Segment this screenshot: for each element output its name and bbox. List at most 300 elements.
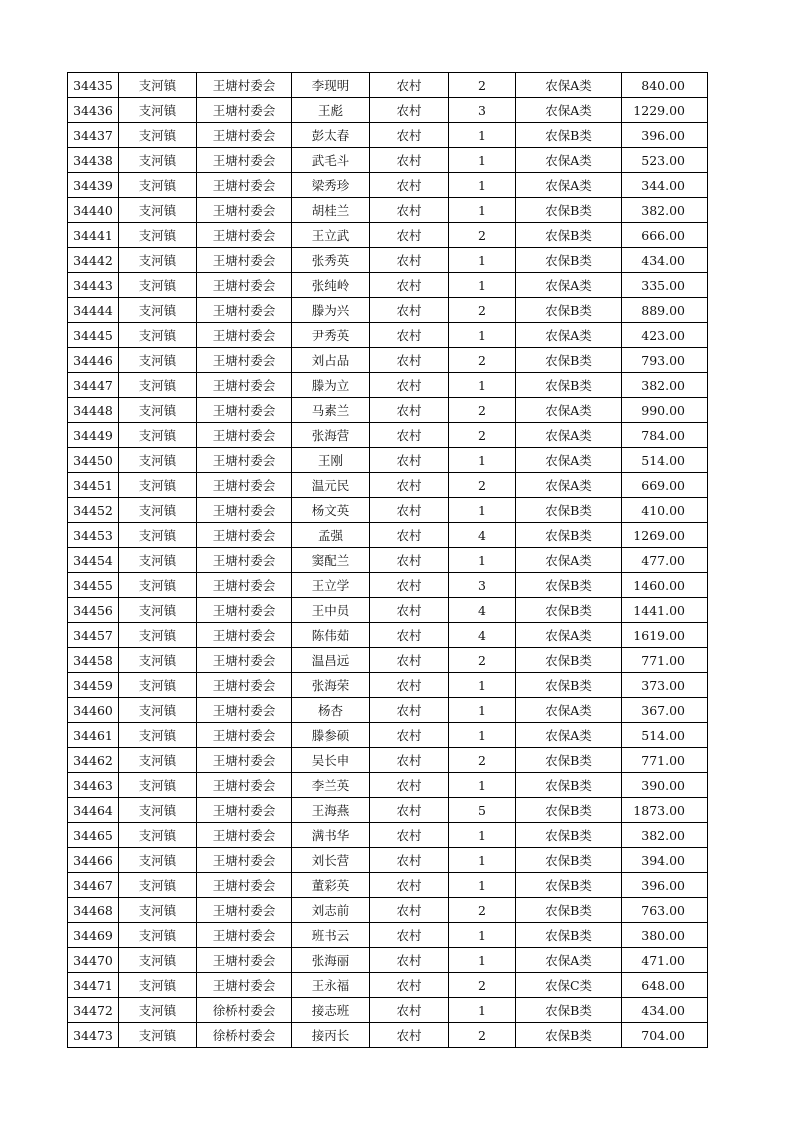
name-cell: 李兰英 [292, 773, 370, 798]
household-count-cell: 1 [449, 823, 516, 848]
area-type-cell: 农村 [370, 873, 449, 898]
town-cell: 支河镇 [119, 348, 197, 373]
amount-cell: 477.00 [622, 548, 708, 573]
household-count-cell: 4 [449, 623, 516, 648]
area-type-cell: 农村 [370, 648, 449, 673]
town-cell: 支河镇 [119, 898, 197, 923]
household-count-cell: 2 [449, 898, 516, 923]
record-id-cell: 34450 [68, 448, 119, 473]
town-cell: 支河镇 [119, 998, 197, 1023]
village-committee-cell: 王塘村委会 [197, 498, 292, 523]
village-committee-cell: 王塘村委会 [197, 623, 292, 648]
area-type-cell: 农村 [370, 348, 449, 373]
amount-cell: 423.00 [622, 323, 708, 348]
town-cell: 支河镇 [119, 73, 197, 98]
village-committee-cell: 王塘村委会 [197, 973, 292, 998]
insurance-category-cell: 农保B类 [516, 773, 622, 798]
record-id-cell: 34472 [68, 998, 119, 1023]
name-cell: 吴长申 [292, 748, 370, 773]
household-count-cell: 1 [449, 123, 516, 148]
area-type-cell: 农村 [370, 448, 449, 473]
village-committee-cell: 王塘村委会 [197, 423, 292, 448]
amount-cell: 514.00 [622, 448, 708, 473]
amount-cell: 434.00 [622, 998, 708, 1023]
town-cell: 支河镇 [119, 448, 197, 473]
insurance-category-cell: 农保A类 [516, 98, 622, 123]
area-type-cell: 农村 [370, 923, 449, 948]
village-committee-cell: 王塘村委会 [197, 73, 292, 98]
town-cell: 支河镇 [119, 873, 197, 898]
amount-cell: 771.00 [622, 648, 708, 673]
household-count-cell: 1 [449, 698, 516, 723]
area-type-cell: 农村 [370, 173, 449, 198]
record-id-cell: 34441 [68, 223, 119, 248]
table-row [68, 873, 708, 898]
area-type-cell: 农村 [370, 973, 449, 998]
village-committee-cell: 王塘村委会 [197, 773, 292, 798]
household-count-cell: 1 [449, 723, 516, 748]
household-count-cell: 1 [449, 773, 516, 798]
town-cell: 支河镇 [119, 273, 197, 298]
village-committee-cell: 王塘村委会 [197, 523, 292, 548]
table-row [68, 673, 708, 698]
household-count-cell: 4 [449, 598, 516, 623]
town-cell: 支河镇 [119, 473, 197, 498]
record-id-cell: 34451 [68, 473, 119, 498]
town-cell: 支河镇 [119, 373, 197, 398]
record-id-cell: 34458 [68, 648, 119, 673]
record-id-cell: 34471 [68, 973, 119, 998]
town-cell: 支河镇 [119, 398, 197, 423]
village-committee-cell: 徐桥村委会 [197, 1023, 292, 1048]
area-type-cell: 农村 [370, 698, 449, 723]
insurance-category-cell: 农保C类 [516, 973, 622, 998]
name-cell: 温昌远 [292, 648, 370, 673]
record-id-cell: 34438 [68, 148, 119, 173]
village-committee-cell: 王塘村委会 [197, 273, 292, 298]
insurance-category-cell: 农保B类 [516, 998, 622, 1023]
area-type-cell: 农村 [370, 798, 449, 823]
household-count-cell: 1 [449, 498, 516, 523]
village-committee-cell: 王塘村委会 [197, 923, 292, 948]
area-type-cell: 农村 [370, 848, 449, 873]
household-count-cell: 1 [449, 998, 516, 1023]
town-cell: 支河镇 [119, 223, 197, 248]
record-id-cell: 34452 [68, 498, 119, 523]
village-committee-cell: 王塘村委会 [197, 198, 292, 223]
insurance-category-cell: 农保A类 [516, 448, 622, 473]
area-type-cell: 农村 [370, 748, 449, 773]
name-cell: 孟强 [292, 523, 370, 548]
amount-cell: 704.00 [622, 1023, 708, 1048]
table-body [68, 73, 708, 1048]
amount-cell: 380.00 [622, 923, 708, 948]
record-id-cell: 34447 [68, 373, 119, 398]
name-cell: 刘长营 [292, 848, 370, 873]
table-row [68, 948, 708, 973]
insurance-category-cell: 农保B类 [516, 798, 622, 823]
town-cell: 支河镇 [119, 173, 197, 198]
town-cell: 支河镇 [119, 423, 197, 448]
area-type-cell: 农村 [370, 823, 449, 848]
amount-cell: 396.00 [622, 873, 708, 898]
insurance-category-cell: 农保A类 [516, 273, 622, 298]
household-count-cell: 2 [449, 223, 516, 248]
town-cell: 支河镇 [119, 623, 197, 648]
amount-cell: 669.00 [622, 473, 708, 498]
village-committee-cell: 王塘村委会 [197, 698, 292, 723]
record-id-cell: 34469 [68, 923, 119, 948]
town-cell: 支河镇 [119, 948, 197, 973]
town-cell: 支河镇 [119, 923, 197, 948]
amount-cell: 763.00 [622, 898, 708, 923]
amount-cell: 335.00 [622, 273, 708, 298]
household-count-cell: 1 [449, 173, 516, 198]
insurance-category-cell: 农保B类 [516, 848, 622, 873]
insurance-category-cell: 农保A类 [516, 473, 622, 498]
amount-cell: 840.00 [622, 73, 708, 98]
village-committee-cell: 王塘村委会 [197, 823, 292, 848]
insurance-category-cell: 农保B类 [516, 298, 622, 323]
table-row [68, 348, 708, 373]
amount-cell: 1229.00 [622, 98, 708, 123]
amount-cell: 367.00 [622, 698, 708, 723]
record-id-cell: 34444 [68, 298, 119, 323]
amount-cell: 771.00 [622, 748, 708, 773]
name-cell: 王立学 [292, 573, 370, 598]
insurance-category-cell: 农保B类 [516, 873, 622, 898]
town-cell: 支河镇 [119, 598, 197, 623]
table-row [68, 748, 708, 773]
table-row [68, 448, 708, 473]
insurance-category-cell: 农保A类 [516, 323, 622, 348]
amount-cell: 382.00 [622, 823, 708, 848]
record-id-cell: 34445 [68, 323, 119, 348]
table-row [68, 848, 708, 873]
area-type-cell: 农村 [370, 598, 449, 623]
name-cell: 滕为立 [292, 373, 370, 398]
household-count-cell: 1 [449, 923, 516, 948]
record-id-cell: 34437 [68, 123, 119, 148]
record-id-cell: 34465 [68, 823, 119, 848]
household-count-cell: 1 [449, 248, 516, 273]
table-row [68, 198, 708, 223]
amount-cell: 1441.00 [622, 598, 708, 623]
name-cell: 接志班 [292, 998, 370, 1023]
household-count-cell: 2 [449, 398, 516, 423]
village-committee-cell: 王塘村委会 [197, 173, 292, 198]
name-cell: 尹秀英 [292, 323, 370, 348]
table-row [68, 623, 708, 648]
town-cell: 支河镇 [119, 1023, 197, 1048]
village-committee-cell: 徐桥村委会 [197, 998, 292, 1023]
household-count-cell: 2 [449, 648, 516, 673]
record-id-cell: 34457 [68, 623, 119, 648]
record-id-cell: 34443 [68, 273, 119, 298]
name-cell: 滕参硕 [292, 723, 370, 748]
town-cell: 支河镇 [119, 198, 197, 223]
household-count-cell: 2 [449, 473, 516, 498]
household-count-cell: 2 [449, 348, 516, 373]
insurance-category-cell: 农保A类 [516, 548, 622, 573]
household-count-cell: 1 [449, 673, 516, 698]
insurance-category-cell: 农保B类 [516, 348, 622, 373]
name-cell: 董彩英 [292, 873, 370, 898]
table-row [68, 323, 708, 348]
household-count-cell: 2 [449, 423, 516, 448]
table-row [68, 498, 708, 523]
village-committee-cell: 王塘村委会 [197, 848, 292, 873]
town-cell: 支河镇 [119, 748, 197, 773]
table-row [68, 648, 708, 673]
table-row [68, 698, 708, 723]
table-row [68, 723, 708, 748]
name-cell: 胡桂兰 [292, 198, 370, 223]
area-type-cell: 农村 [370, 248, 449, 273]
insurance-category-cell: 农保B类 [516, 748, 622, 773]
name-cell: 王刚 [292, 448, 370, 473]
insurance-category-cell: 农保B类 [516, 523, 622, 548]
insurance-category-cell: 农保B类 [516, 898, 622, 923]
household-count-cell: 1 [449, 373, 516, 398]
record-id-cell: 34461 [68, 723, 119, 748]
insurance-category-cell: 农保B类 [516, 373, 622, 398]
insurance-category-cell: 农保B类 [516, 1023, 622, 1048]
insurance-category-cell: 农保B类 [516, 223, 622, 248]
table-row [68, 548, 708, 573]
area-type-cell: 农村 [370, 423, 449, 448]
name-cell: 刘占品 [292, 348, 370, 373]
amount-cell: 793.00 [622, 348, 708, 373]
name-cell: 满书华 [292, 823, 370, 848]
village-committee-cell: 王塘村委会 [197, 298, 292, 323]
town-cell: 支河镇 [119, 498, 197, 523]
table-row [68, 148, 708, 173]
village-committee-cell: 王塘村委会 [197, 248, 292, 273]
village-committee-cell: 王塘村委会 [197, 748, 292, 773]
household-count-cell: 1 [449, 273, 516, 298]
table-row [68, 598, 708, 623]
household-count-cell: 2 [449, 748, 516, 773]
amount-cell: 373.00 [622, 673, 708, 698]
area-type-cell: 农村 [370, 523, 449, 548]
amount-cell: 1619.00 [622, 623, 708, 648]
area-type-cell: 农村 [370, 498, 449, 523]
town-cell: 支河镇 [119, 523, 197, 548]
amount-cell: 784.00 [622, 423, 708, 448]
table-row [68, 523, 708, 548]
name-cell: 杨杏 [292, 698, 370, 723]
record-id-cell: 34463 [68, 773, 119, 798]
table-row [68, 423, 708, 448]
name-cell: 张海荣 [292, 673, 370, 698]
record-id-cell: 34449 [68, 423, 119, 448]
name-cell: 班书云 [292, 923, 370, 948]
record-id-cell: 34473 [68, 1023, 119, 1048]
household-count-cell: 3 [449, 98, 516, 123]
household-count-cell: 1 [449, 873, 516, 898]
name-cell: 王永福 [292, 973, 370, 998]
village-committee-cell: 王塘村委会 [197, 873, 292, 898]
town-cell: 支河镇 [119, 98, 197, 123]
town-cell: 支河镇 [119, 673, 197, 698]
household-count-cell: 2 [449, 1023, 516, 1048]
area-type-cell: 农村 [370, 123, 449, 148]
area-type-cell: 农村 [370, 573, 449, 598]
insurance-category-cell: 农保B类 [516, 498, 622, 523]
amount-cell: 471.00 [622, 948, 708, 973]
town-cell: 支河镇 [119, 823, 197, 848]
table-row [68, 773, 708, 798]
household-count-cell: 1 [449, 198, 516, 223]
town-cell: 支河镇 [119, 723, 197, 748]
area-type-cell: 农村 [370, 473, 449, 498]
amount-cell: 514.00 [622, 723, 708, 748]
village-committee-cell: 王塘村委会 [197, 373, 292, 398]
village-committee-cell: 王塘村委会 [197, 723, 292, 748]
record-id-cell: 34436 [68, 98, 119, 123]
table-row [68, 123, 708, 148]
record-id-cell: 34460 [68, 698, 119, 723]
area-type-cell: 农村 [370, 223, 449, 248]
table-row [68, 1023, 708, 1048]
table-row [68, 923, 708, 948]
insurance-category-cell: 农保B类 [516, 123, 622, 148]
record-id-cell: 34466 [68, 848, 119, 873]
record-id-cell: 34456 [68, 598, 119, 623]
village-committee-cell: 王塘村委会 [197, 448, 292, 473]
record-id-cell: 34453 [68, 523, 119, 548]
town-cell: 支河镇 [119, 773, 197, 798]
area-type-cell: 农村 [370, 898, 449, 923]
table-row [68, 973, 708, 998]
household-count-cell: 1 [449, 323, 516, 348]
amount-cell: 382.00 [622, 198, 708, 223]
name-cell: 杨文英 [292, 498, 370, 523]
amount-cell: 390.00 [622, 773, 708, 798]
record-id-cell: 34464 [68, 798, 119, 823]
insurance-category-cell: 农保A类 [516, 148, 622, 173]
area-type-cell: 农村 [370, 398, 449, 423]
area-type-cell: 农村 [370, 373, 449, 398]
village-committee-cell: 王塘村委会 [197, 898, 292, 923]
village-committee-cell: 王塘村委会 [197, 573, 292, 598]
area-type-cell: 农村 [370, 773, 449, 798]
name-cell: 温元民 [292, 473, 370, 498]
town-cell: 支河镇 [119, 573, 197, 598]
village-committee-cell: 王塘村委会 [197, 598, 292, 623]
town-cell: 支河镇 [119, 298, 197, 323]
village-committee-cell: 王塘村委会 [197, 323, 292, 348]
town-cell: 支河镇 [119, 123, 197, 148]
area-type-cell: 农村 [370, 673, 449, 698]
household-count-cell: 1 [449, 848, 516, 873]
area-type-cell: 农村 [370, 298, 449, 323]
area-type-cell: 农村 [370, 198, 449, 223]
table-row [68, 373, 708, 398]
amount-cell: 344.00 [622, 173, 708, 198]
record-id-cell: 34440 [68, 198, 119, 223]
amount-cell: 382.00 [622, 373, 708, 398]
village-committee-cell: 王塘村委会 [197, 798, 292, 823]
area-type-cell: 农村 [370, 73, 449, 98]
table-row [68, 248, 708, 273]
household-count-cell: 1 [449, 448, 516, 473]
record-id-cell: 34470 [68, 948, 119, 973]
table-row [68, 573, 708, 598]
area-type-cell: 农村 [370, 98, 449, 123]
amount-cell: 990.00 [622, 398, 708, 423]
table-row [68, 298, 708, 323]
area-type-cell: 农村 [370, 273, 449, 298]
town-cell: 支河镇 [119, 248, 197, 273]
name-cell: 陈伟茹 [292, 623, 370, 648]
household-count-cell: 1 [449, 548, 516, 573]
village-committee-cell: 王塘村委会 [197, 123, 292, 148]
name-cell: 李现明 [292, 73, 370, 98]
town-cell: 支河镇 [119, 148, 197, 173]
amount-cell: 523.00 [622, 148, 708, 173]
area-type-cell: 农村 [370, 723, 449, 748]
amount-cell: 666.00 [622, 223, 708, 248]
household-count-cell: 3 [449, 573, 516, 598]
household-count-cell: 1 [449, 148, 516, 173]
area-type-cell: 农村 [370, 148, 449, 173]
record-id-cell: 34455 [68, 573, 119, 598]
village-committee-cell: 王塘村委会 [197, 223, 292, 248]
amount-cell: 1269.00 [622, 523, 708, 548]
name-cell: 王立武 [292, 223, 370, 248]
insurance-category-cell: 农保B类 [516, 573, 622, 598]
name-cell: 王海燕 [292, 798, 370, 823]
household-count-cell: 2 [449, 298, 516, 323]
record-id-cell: 34454 [68, 548, 119, 573]
insurance-category-cell: 农保A类 [516, 723, 622, 748]
name-cell: 王彪 [292, 98, 370, 123]
household-count-cell: 2 [449, 973, 516, 998]
insurance-category-cell: 农保B类 [516, 648, 622, 673]
area-type-cell: 农村 [370, 948, 449, 973]
insurance-category-cell: 农保B类 [516, 598, 622, 623]
amount-cell: 648.00 [622, 973, 708, 998]
name-cell: 马素兰 [292, 398, 370, 423]
insurance-category-cell: 农保A类 [516, 948, 622, 973]
amount-cell: 394.00 [622, 848, 708, 873]
insurance-category-cell: 农保A类 [516, 698, 622, 723]
insurance-category-cell: 农保B类 [516, 823, 622, 848]
town-cell: 支河镇 [119, 323, 197, 348]
village-committee-cell: 王塘村委会 [197, 98, 292, 123]
village-committee-cell: 王塘村委会 [197, 348, 292, 373]
record-id-cell: 34442 [68, 248, 119, 273]
insurance-category-cell: 农保A类 [516, 73, 622, 98]
name-cell: 张纯岭 [292, 273, 370, 298]
name-cell: 滕为兴 [292, 298, 370, 323]
area-type-cell: 农村 [370, 1023, 449, 1048]
record-id-cell: 34446 [68, 348, 119, 373]
amount-cell: 410.00 [622, 498, 708, 523]
village-committee-cell: 王塘村委会 [197, 548, 292, 573]
area-type-cell: 农村 [370, 323, 449, 348]
name-cell: 武毛斗 [292, 148, 370, 173]
table-row [68, 398, 708, 423]
table-row [68, 273, 708, 298]
table-row [68, 898, 708, 923]
name-cell: 梁秀珍 [292, 173, 370, 198]
insurance-category-cell: 农保A类 [516, 623, 622, 648]
area-type-cell: 农村 [370, 548, 449, 573]
name-cell: 窦配兰 [292, 548, 370, 573]
